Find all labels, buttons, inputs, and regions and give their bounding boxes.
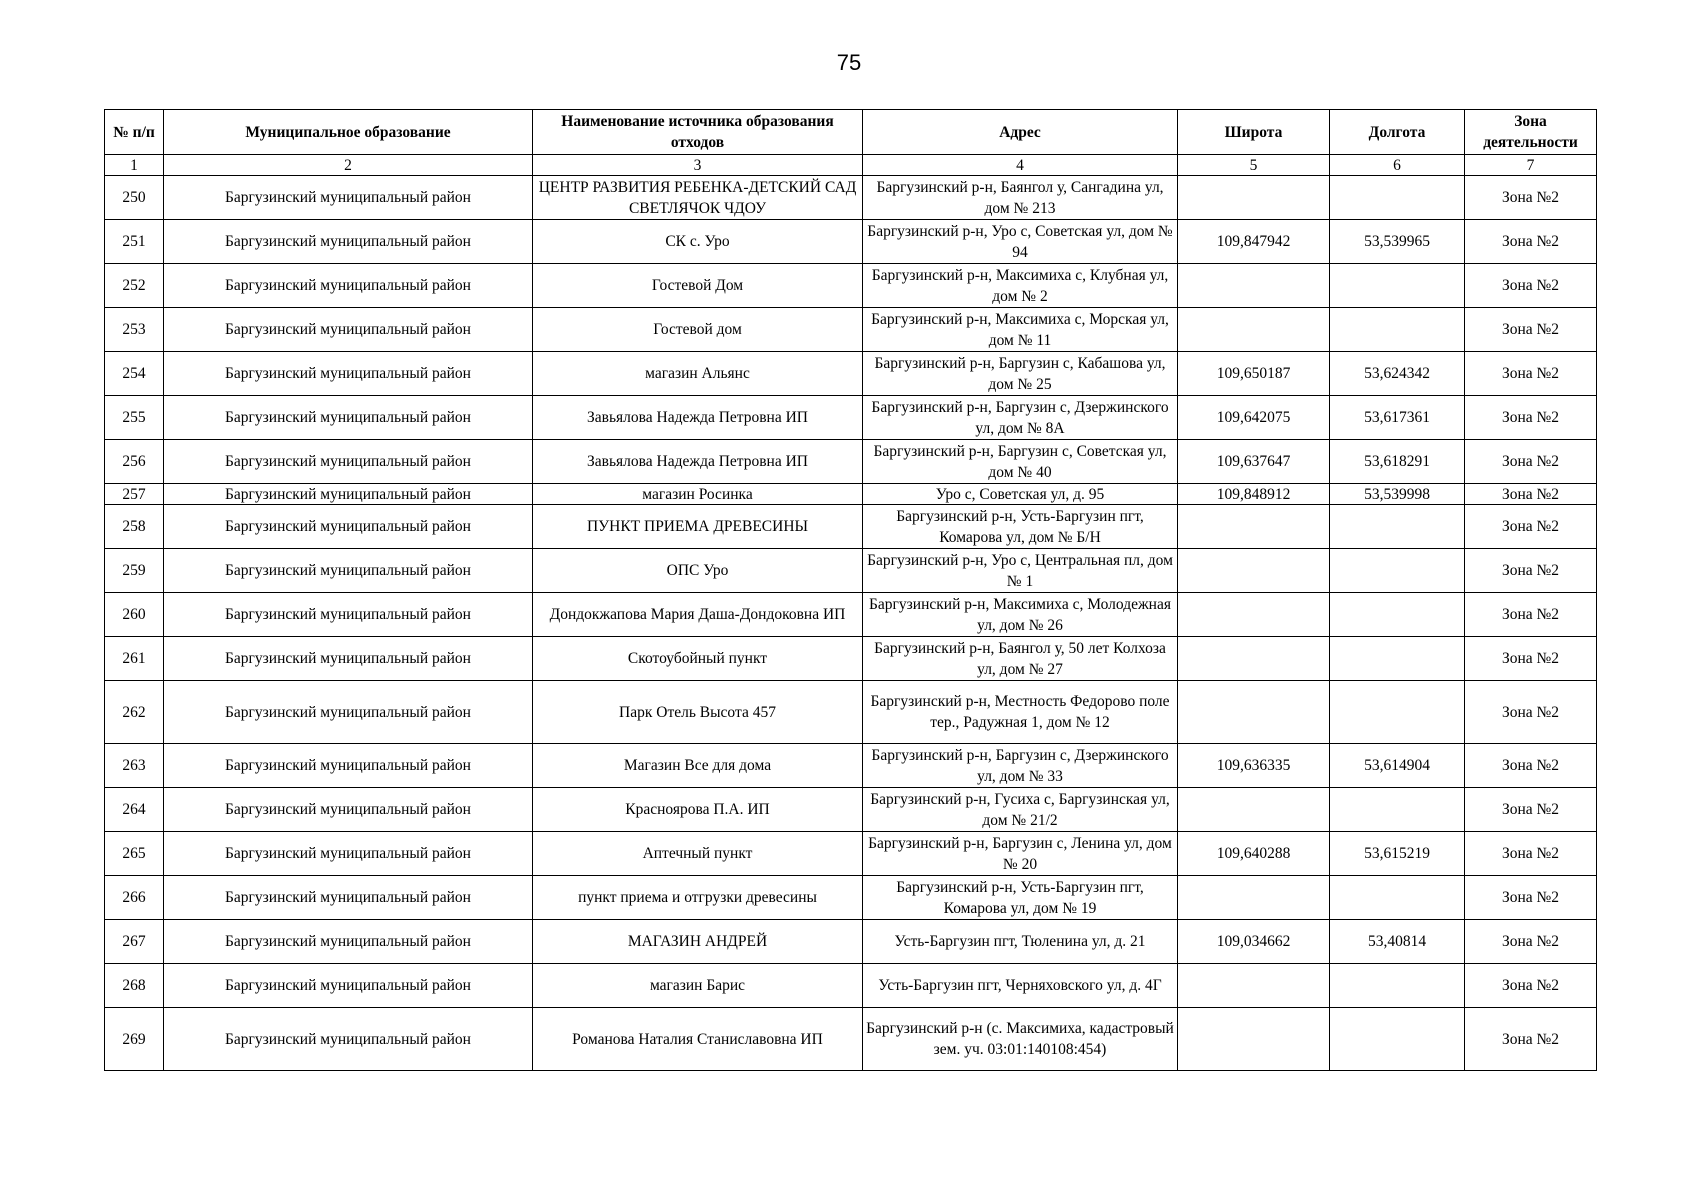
cell-source-name: Парк Отель Высота 457 [533,681,863,744]
cell-municipality: Баргузинский муниципальный район [164,396,533,440]
cell-number: 268 [105,964,164,1008]
column-number: 4 [863,155,1178,176]
cell-source-name: ОПС Уро [533,549,863,593]
cell-municipality: Баргузинский муниципальный район [164,440,533,484]
cell-municipality: Баргузинский муниципальный район [164,637,533,681]
cell-longitude [1330,964,1465,1008]
cell-zone: Зона №2 [1465,549,1597,593]
table-row [105,744,1597,788]
cell-zone: Зона №2 [1465,1008,1597,1071]
cell-latitude [1178,876,1330,920]
cell-source-name: Дондокжапова Мария Даша-Дондоковна ИП [533,593,863,637]
cell-address: Баргузинский р-н, Баргузин с, Дзержинского ул, дом № 8А [863,396,1178,440]
cell-number: 267 [105,920,164,964]
cell-address: Баргузинский р-н, Баргузин с, Кабашова ул, дом № 25 [863,352,1178,396]
cell-source-name: МАГАЗИН АНДРЕЙ [533,920,863,964]
cell-address: Усть-Баргузин пгт, Черняховского ул, д. 4Г [863,964,1178,1008]
cell-longitude [1330,681,1465,744]
cell-longitude [1330,788,1465,832]
cell-source-name: СК с. Уро [533,220,863,264]
cell-zone: Зона №2 [1465,264,1597,308]
cell-address: Баргузинский р-н, Баргузин с, Советская ул, дом № 40 [863,440,1178,484]
cell-longitude: 53,617361 [1330,396,1465,440]
cell-number: 253 [105,308,164,352]
cell-zone: Зона №2 [1465,440,1597,484]
table-row [105,308,1597,352]
cell-longitude: 53,618291 [1330,440,1465,484]
cell-zone: Зона №2 [1465,176,1597,220]
cell-address: Баргузинский р-н, Максимиха с, Клубная ул, дом № 2 [863,264,1178,308]
cell-number: 266 [105,876,164,920]
cell-zone: Зона №2 [1465,220,1597,264]
cell-latitude [1178,308,1330,352]
page-number: 75 [836,50,862,75]
table-row [105,264,1597,308]
cell-zone: Зона №2 [1465,964,1597,1008]
cell-number: 255 [105,396,164,440]
header-longitude: Долгота [1330,110,1465,155]
table-row [105,396,1597,440]
cell-zone: Зона №2 [1465,505,1597,549]
cell-latitude: 109,636335 [1178,744,1330,788]
cell-zone: Зона №2 [1465,308,1597,352]
table-row [105,964,1597,1008]
cell-latitude [1178,264,1330,308]
cell-latitude [1178,1008,1330,1071]
cell-number: 256 [105,440,164,484]
cell-municipality: Баргузинский муниципальный район [164,549,533,593]
table-row [105,876,1597,920]
cell-municipality: Баргузинский муниципальный район [164,876,533,920]
header-address: Адрес [863,110,1178,155]
cell-number: 263 [105,744,164,788]
column-number: 3 [533,155,863,176]
cell-source-name: Гостевой Дом [533,264,863,308]
header-municipality: Муниципальное образование [164,110,533,155]
cell-latitude: 109,847942 [1178,220,1330,264]
column-number: 2 [164,155,533,176]
cell-source-name: магазин Альянс [533,352,863,396]
cell-source-name: пункт приема и отгрузки древесины [533,876,863,920]
cell-address: Баргузинский р-н, Гусиха с, Баргузинская ул, дом № 21/2 [863,788,1178,832]
cell-address: Баргузинский р-н, Баянгол у, 50 лет Колхоза ул, дом № 27 [863,637,1178,681]
cell-municipality: Баргузинский муниципальный район [164,832,533,876]
cell-zone: Зона №2 [1465,484,1597,505]
cell-longitude [1330,637,1465,681]
cell-zone: Зона №2 [1465,744,1597,788]
cell-address: Баргузинский р-н (с. Максимиха, кадастровый зем. уч. 03:01:140108:454) [863,1008,1178,1071]
cell-source-name: магазин Барис [533,964,863,1008]
cell-zone: Зона №2 [1465,593,1597,637]
table-row [105,788,1597,832]
cell-longitude: 53,615219 [1330,832,1465,876]
cell-source-name: Завьялова Надежда Петровна ИП [533,440,863,484]
cell-longitude: 53,614904 [1330,744,1465,788]
cell-address: Баргузинский р-н, Усть-Баргузин пгт, Комарова ул, дом № 19 [863,876,1178,920]
cell-latitude [1178,593,1330,637]
cell-source-name: Скотоубойный пункт [533,637,863,681]
column-number: 6 [1330,155,1465,176]
cell-number: 264 [105,788,164,832]
cell-number: 258 [105,505,164,549]
cell-address: Баргузинский р-н, Уро с, Центральная пл, дом № 1 [863,549,1178,593]
cell-number: 261 [105,637,164,681]
table-row [105,832,1597,876]
cell-municipality: Баргузинский муниципальный район [164,308,533,352]
cell-source-name: Аптечный пункт [533,832,863,876]
cell-address: Уро с, Советская ул, д. 95 [863,484,1178,505]
table-row [105,505,1597,549]
cell-source-name: Завьялова Надежда Петровна ИП [533,396,863,440]
cell-municipality: Баргузинский муниципальный район [164,484,533,505]
cell-address: Баргузинский р-н, Местность Федорово поле тер., Радужная 1, дом № 12 [863,681,1178,744]
cell-address: Баргузинский р-н, Уро с, Советская ул, дом № 94 [863,220,1178,264]
cell-number: 260 [105,593,164,637]
cell-number: 262 [105,681,164,744]
cell-source-name: Магазин Все для дома [533,744,863,788]
cell-address: Баргузинский р-н, Баргузин с, Дзержинского ул, дом № 33 [863,744,1178,788]
cell-longitude [1330,593,1465,637]
cell-latitude: 109,650187 [1178,352,1330,396]
cell-number: 259 [105,549,164,593]
cell-latitude [1178,681,1330,744]
cell-municipality: Баргузинский муниципальный район [164,681,533,744]
cell-municipality: Баргузинский муниципальный район [164,176,533,220]
cell-source-name: магазин Росинка [533,484,863,505]
cell-zone: Зона №2 [1465,788,1597,832]
cell-zone: Зона №2 [1465,637,1597,681]
cell-source-name: Романова Наталия Станиславовна ИП [533,1008,863,1071]
cell-longitude [1330,1008,1465,1071]
cell-latitude: 109,034662 [1178,920,1330,964]
cell-latitude [1178,637,1330,681]
header-zone: Зона деятельности [1465,110,1597,155]
cell-zone: Зона №2 [1465,352,1597,396]
cell-longitude: 53,40814 [1330,920,1465,964]
cell-number: 254 [105,352,164,396]
cell-address: Баргузинский р-н, Максимиха с, Морская ул, дом № 11 [863,308,1178,352]
cell-municipality: Баргузинский муниципальный район [164,505,533,549]
column-numbers-row [105,155,1597,176]
cell-longitude [1330,505,1465,549]
cell-number: 265 [105,832,164,876]
cell-latitude [1178,505,1330,549]
cell-source-name: Красноярова П.А. ИП [533,788,863,832]
cell-latitude: 109,640288 [1178,832,1330,876]
cell-longitude [1330,876,1465,920]
cell-latitude [1178,176,1330,220]
cell-zone: Зона №2 [1465,396,1597,440]
cell-municipality: Баргузинский муниципальный район [164,788,533,832]
cell-latitude [1178,964,1330,1008]
cell-source-name: ЦЕНТР РАЗВИТИЯ РЕБЕНКА-ДЕТСКИЙ САД СВЕТЛЯЧОК ЧДОУ [533,176,863,220]
table-row [105,593,1597,637]
cell-zone: Зона №2 [1465,920,1597,964]
cell-longitude [1330,176,1465,220]
cell-number: 252 [105,264,164,308]
cell-municipality: Баргузинский муниципальный район [164,352,533,396]
table-header-row [105,110,1597,155]
cell-municipality: Баргузинский муниципальный район [164,920,533,964]
cell-latitude: 109,637647 [1178,440,1330,484]
cell-longitude [1330,264,1465,308]
cell-address: Баргузинский р-н, Максимиха с, Молодежная ул, дом № 26 [863,593,1178,637]
cell-address: Баргузинский р-н, Баянгол у, Сангадина ул, дом № 213 [863,176,1178,220]
cell-longitude: 53,539965 [1330,220,1465,264]
cell-source-name: Гостевой дом [533,308,863,352]
cell-municipality: Баргузинский муниципальный район [164,964,533,1008]
cell-municipality: Баргузинский муниципальный район [164,264,533,308]
cell-zone: Зона №2 [1465,681,1597,744]
cell-longitude [1330,549,1465,593]
column-number: 7 [1465,155,1597,176]
header-number: № п/п [105,110,164,155]
cell-longitude: 53,624342 [1330,352,1465,396]
cell-number: 251 [105,220,164,264]
table-row [105,920,1597,964]
cell-number: 257 [105,484,164,505]
column-number: 5 [1178,155,1330,176]
table-row [105,1008,1597,1071]
cell-municipality: Баргузинский муниципальный район [164,744,533,788]
cell-address: Усть-Баргузин пгт, Тюленина ул, д. 21 [863,920,1178,964]
cell-latitude [1178,549,1330,593]
table-row [105,549,1597,593]
cell-municipality: Баргузинский муниципальный район [164,1008,533,1071]
table-row [105,352,1597,396]
cell-source-name: ПУНКТ ПРИЕМА ДРЕВЕСИНЫ [533,505,863,549]
table-row [105,637,1597,681]
cell-latitude: 109,642075 [1178,396,1330,440]
cell-longitude: 53,539998 [1330,484,1465,505]
cell-latitude: 109,848912 [1178,484,1330,505]
cell-zone: Зона №2 [1465,876,1597,920]
cell-address: Баргузинский р-н, Баргузин с, Ленина ул, дом № 20 [863,832,1178,876]
table-row [105,220,1597,264]
cell-latitude [1178,788,1330,832]
table-row [105,681,1597,744]
cell-longitude [1330,308,1465,352]
cell-zone: Зона №2 [1465,832,1597,876]
header-source-name: Наименование источника образования отходов [533,110,863,155]
cell-municipality: Баргузинский муниципальный район [164,593,533,637]
table-row [105,176,1597,220]
column-number: 1 [105,155,164,176]
header-latitude: Широта [1178,110,1330,155]
table-row [105,440,1597,484]
cell-number: 269 [105,1008,164,1071]
cell-number: 250 [105,176,164,220]
cell-address: Баргузинский р-н, Усть-Баргузин пгт, Комарова ул, дом № Б/Н [863,505,1178,549]
cell-municipality: Баргузинский муниципальный район [164,220,533,264]
waste-sources-table [104,109,1597,1071]
table-row [105,484,1597,505]
